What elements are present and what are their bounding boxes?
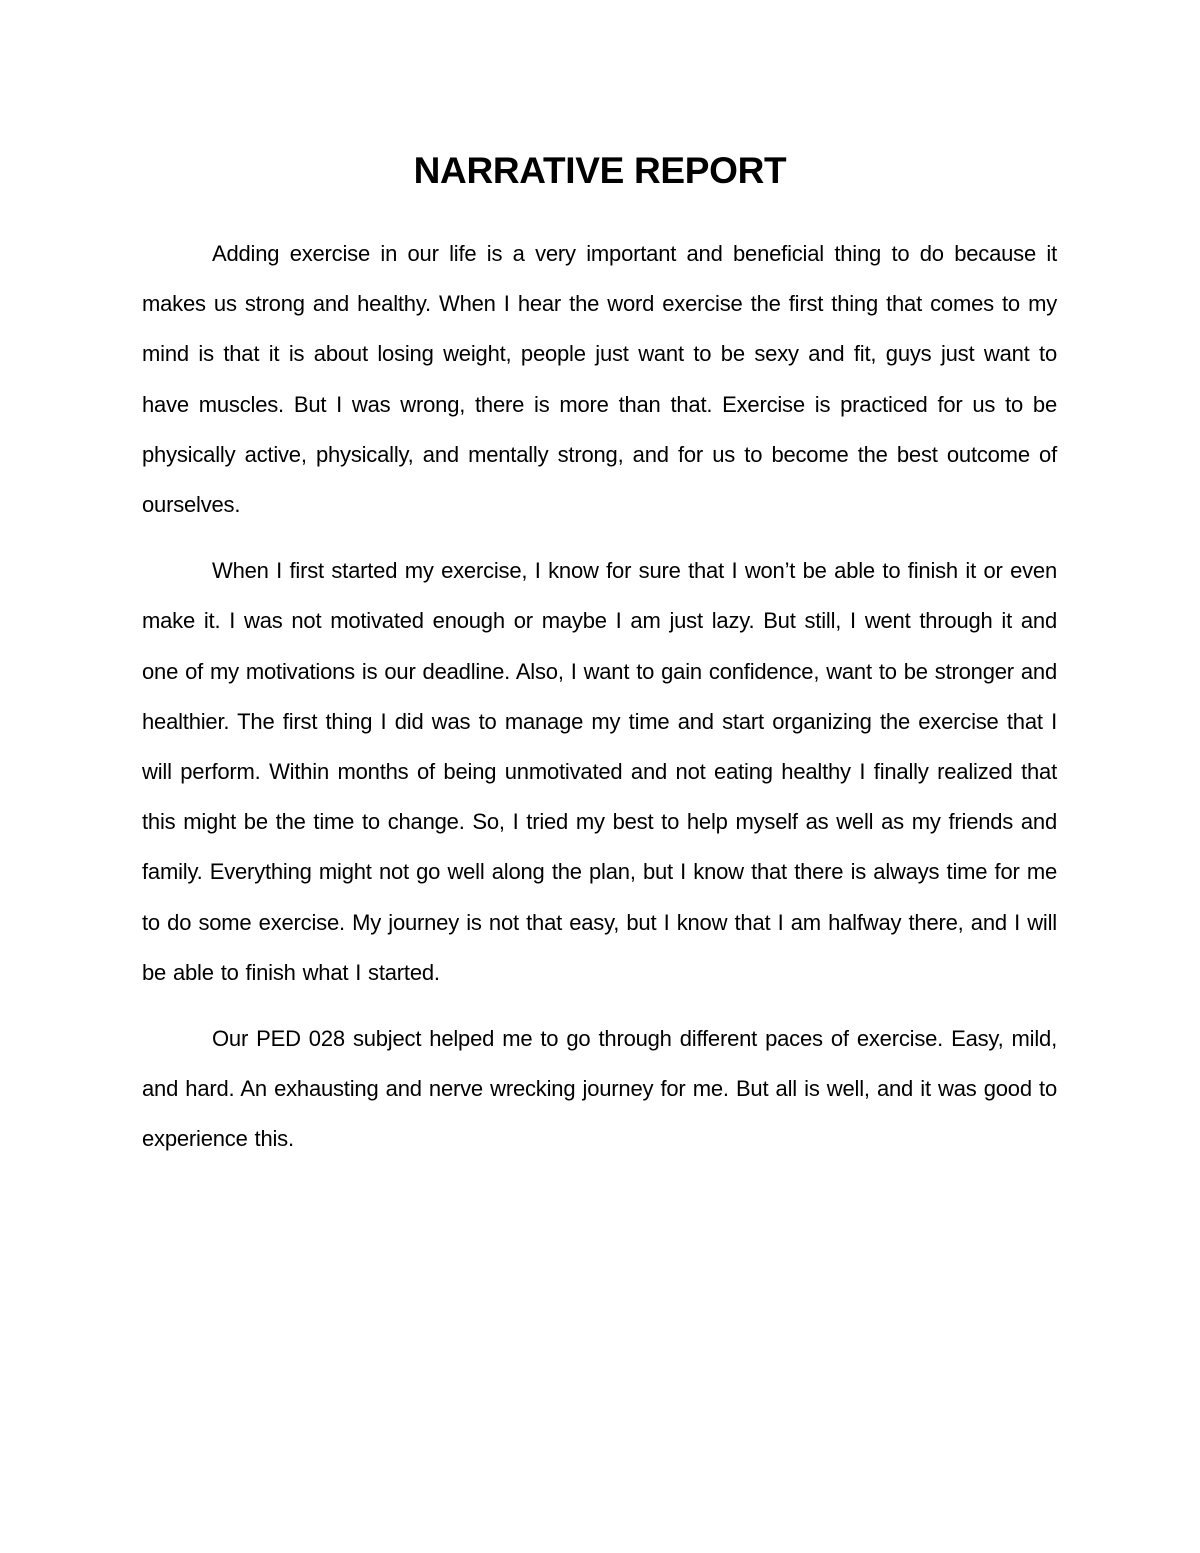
document-body [142,229,1057,1165]
paragraph-2: When I first started my exercise, I know for sure that I won’t be able to finish it or even make it. I was not motivated enough or maybe I am just lazy. But still, I went through it and one of my motivations is our deadline. Also, I want to gain confidence, want to be stronger and healthier. The first thing I did was to manage my time and start organizing the exercise that I will perform. Within months of being unmotivated and not eating healthy I finally realized that this might be the time to change. So, I tried my best to help myself as well as my friends and family. Everything might not go well along the plan, but I know that there is always time for me to do some exercise. My journey is not that easy, but I know that I am halfway there, and I will be able to finish what I started. [142,558,1057,985]
paragraph-1: Adding exercise in our life is a very important and beneficial thing to do because it makes us strong and healthy. When I hear the word exercise the first thing that comes to my mind is that it is about losing weight, people just want to be sexy and fit, guys just want to have muscles. But I was wrong, there is more than that. Exercise is practiced for us to be physically active, physically, and mentally strong, and for us to become the best outcome of ourselves. [142,241,1057,518]
document-title: NARRATIVE REPORT [413,150,787,191]
paragraph-3: Our PED 028 subject helped me to go through different paces of exercise. Easy, mild, and hard. An exhausting and nerve wrecking journey for me. But all is well, and it was good to experience this. [142,1026,1057,1152]
